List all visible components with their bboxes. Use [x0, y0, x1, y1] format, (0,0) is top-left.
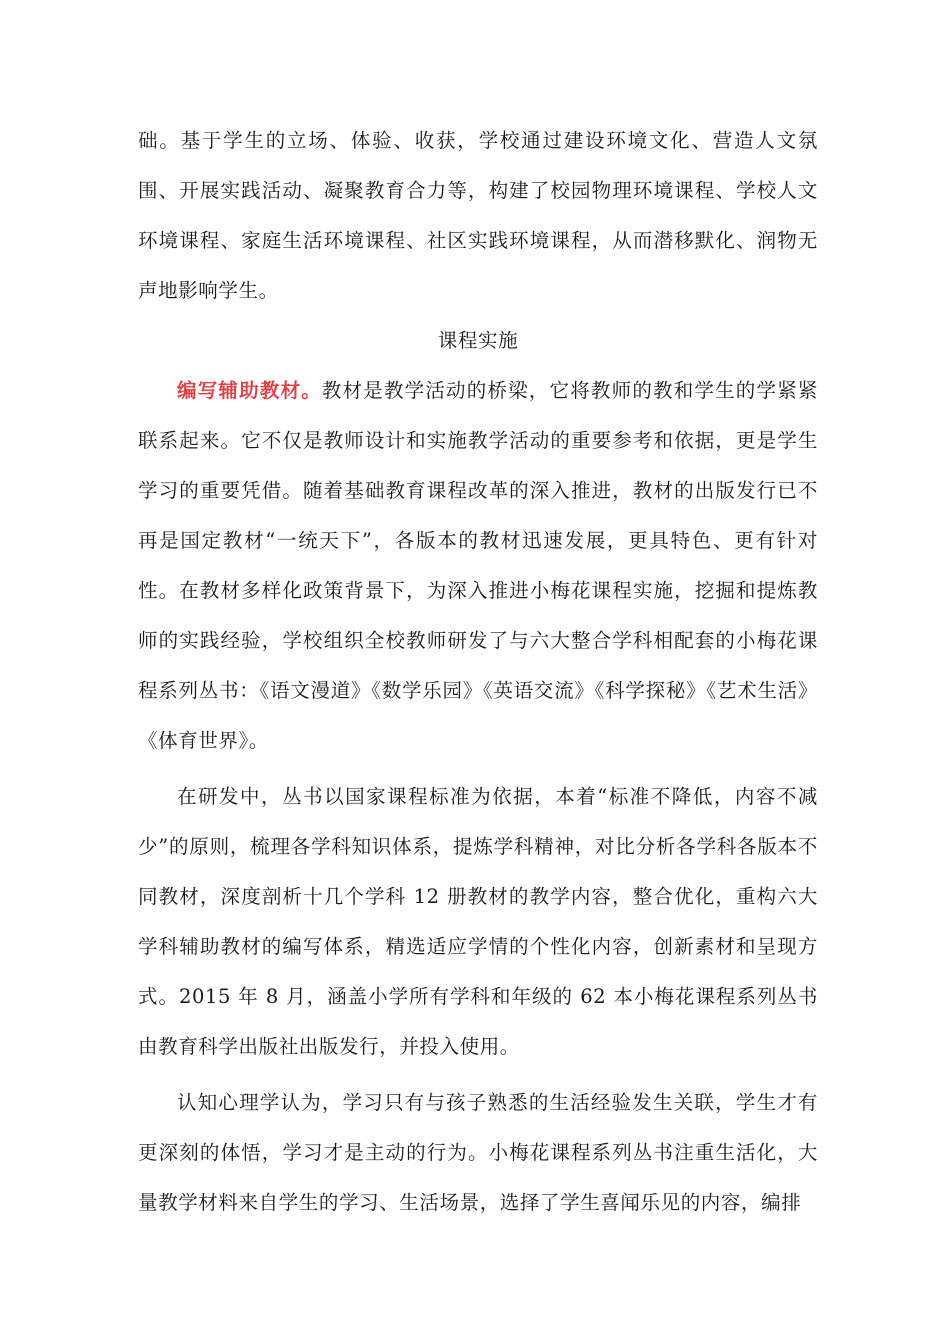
paragraph-textbooks — [138, 366, 818, 766]
paragraph-textbooks-body: 教材是教学活动的桥梁，它将教师的教和学生的学紧紧联系起来。它不仅是教师设计和实施教学活动的重要参考和依据，更是学生学习的重要凭借。随着基础教育课程改革的深入推进，教材的出版发行已不再是国定教材“一统天下”，各版本的教材迅速发展，更具特色、更有针对性。在教材多样化政策背景下，为深入推进小梅花课程实施，挖掘和提炼教师的实践经验，学校组织全校教师研发了与六大整合学科相配套的小梅花课程系列丛书：《语文漫道》《数学乐园》《英语交流》《科学探秘》《艺术生活》《体育世界》。 — [138, 379, 818, 752]
section-heading: 课程实施 — [437, 329, 519, 352]
document-page — [138, 116, 818, 1228]
paragraph-cognitive-psychology: 认知心理学认为，学习只有与孩子熟悉的生活经验发生关联，学生才有更深刻的体悟，学习才是主动的行为。小梅花课程系列丛书注重生活化，大量教学材料来自学生的学习、生活场景，选择了学生喜闻乐见的内容，编排 — [138, 1091, 818, 1214]
highlight-title: 编写辅助教材。 — [177, 379, 322, 402]
paragraph-development: 在研发中，丛书以国家课程标准为依据，本着“标准不降低，内容不减少”的原则，梳理各学科知识体系，提炼学科精神，对比分析各学科各版本不同教材，深度剖析十几个学科 12 册教材的教学内容，整合优化，重构六大学科辅助教材的编写体系，精选适应学情的个性化内容，创新素材和呈现方式。2015 年 8 月，涵盖小学所有学科和年级的 62 本小梅花课程系列丛书由教育科学出版社出版发行，并投入使用。 — [138, 785, 818, 1058]
paragraph-environment-courses: 础。基于学生的立场、体验、收获，学校通过建设环境文化、营造人文氛围、开展实践活动、凝聚教育合力等，构建了校园物理环境课程、学校人文环境课程、家庭生活环境课程、社区实践环境课程，从而潜移默化、润物无声地影响学生。 — [138, 129, 818, 302]
